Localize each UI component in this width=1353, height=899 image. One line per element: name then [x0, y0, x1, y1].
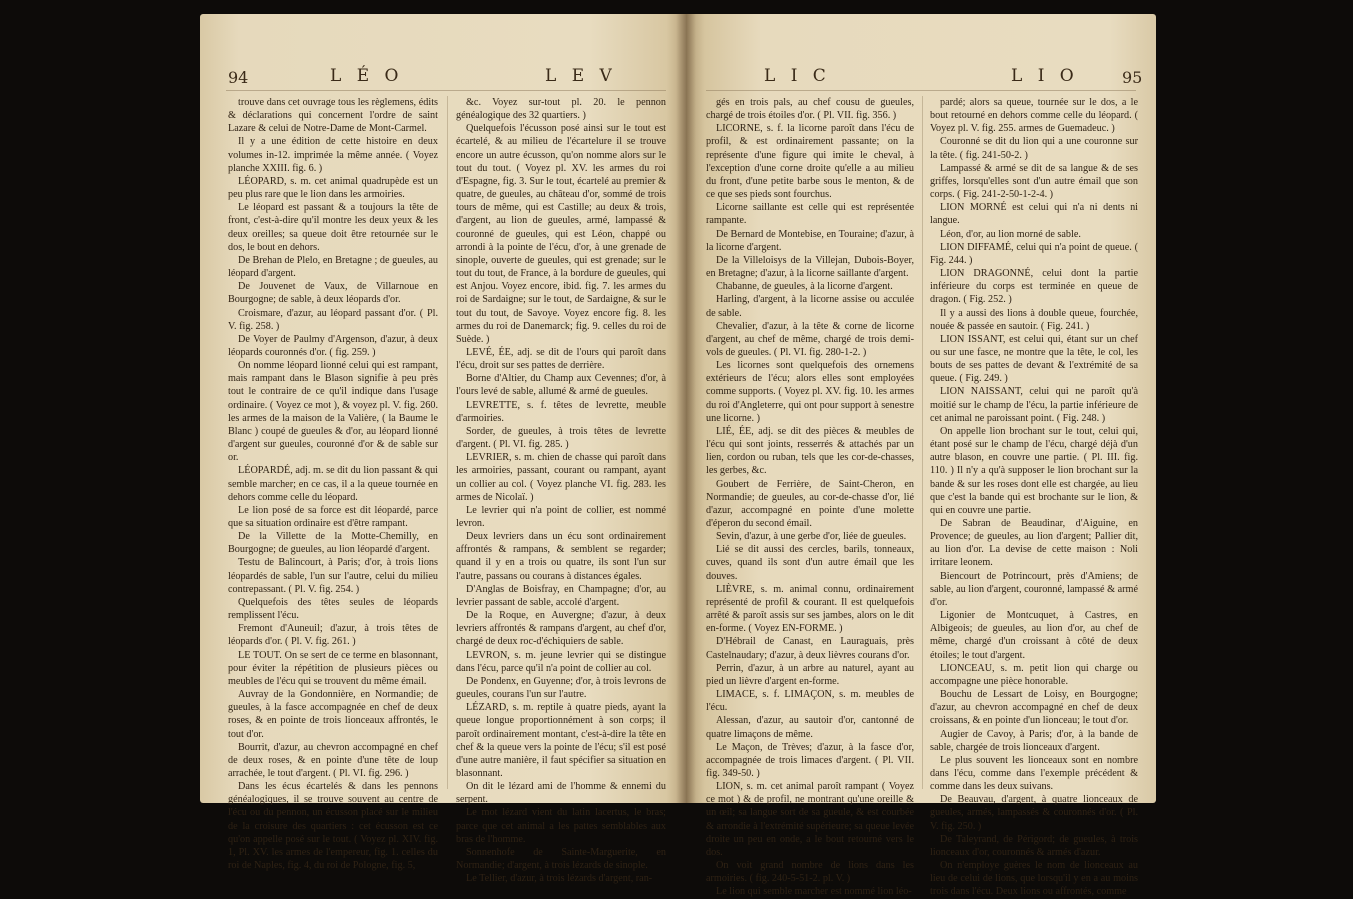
book-gutter — [676, 14, 696, 803]
paragraph: Auvray de la Gondonnière, en Normandie; de gueules, à la fasce accompagnée en chef de deux roses, & en pointe de trois lionceaux affrontés, le tout d'or. — [228, 689, 438, 740]
paragraph: Quelquefois l'écusson posé ainsi sur le tout est écartelé, & au milieu de l'écartelure il se trouve encore un autre écusson, qu'on nomme alors sur le tout du tout. ( Voyez pl. XV. les armes du roi d'Espagne, fig. 3. Sur le tout, écartelé au premier & quatre, de gueules, au château d'or, sommé de trois tours de même, qui est Castille; au deux & trois, d'argent, au lion de gueules, armé, lampassé & couronné de gueules, qui est Léon, chappé ou arrondi à la pointe de l'écu, d'or, à une grenade de sinople, ouverte de gueules, qui est grenade; sur le tout du tout, de France, à la bordure de gueules, qui est Anjou. Voyez encore, ibid. fig. 7. les armes du roi de Sardaigne; sur le tout, de Sardaigne, & sur le tout du tout, de Savoye. Voyez encore fig. 8. les armes du roi de Danemarck; fig. 9. celles du roi de Suède. ) — [456, 123, 666, 345]
paragraph: Quelquefois des têtes seules de léopards remplissent l'écu. — [228, 596, 438, 622]
paragraph: Licorne saillante est celle qui est représentée rampante. — [706, 202, 914, 227]
paragraph: De Beauvau, d'argent, à quatre lionceaux de gueules, armés, lampassés & couronnés d'or. ( Pl. V. fig. 250. ) — [930, 794, 1138, 832]
paragraph: LION DRAGONNÉ, celui dont la partie inférieure du corps est terminée en queue de dragon. ( Fig. 252. ) — [930, 268, 1138, 306]
paragraph: On appelle lion brochant sur le tout, celui qui, étant posé sur le champ de l'écu, chargé déjà d'un autre blason, en couvre une partie. ( Pl. III. fig. 110. ) Il n'y a qu'à supposer le lion brochant sur la bande & sur les roses dont elle est chargée, au lieu que c'est la bande qui est brochante sur le lion, & qui en couvre une partie. — [930, 425, 1138, 516]
paragraph: LIÈVRE, s. m. animal connu, ordinairement représenté de profil & courant. Il est quelquefois arrêté & paroît assis sur ses jambes, alors on le dit en-forme. ( Voyez EN-FORME. ) — [706, 583, 914, 635]
paragraph: Deux levriers dans un écu sont ordinairement affrontés & rampans, & semblent se regarder; quand il y en a trois ou quatre, ils sont l'un sur l'autre, passans ou courans à distances égales. — [456, 531, 666, 582]
right-page-number: 95 — [1122, 68, 1143, 87]
paragraph: Il y a une édition de cette histoire en deux volumes in-12. imprimée la même année. ( Voyez planche XXIII. fig. 6. ) — [228, 136, 438, 174]
left-page — [200, 14, 686, 885]
paragraph: De Sabran de Beaudinar, d'Aiguine, en Provence; de gueules, au lion d'argent; Pallier dit, au lion d'or. La devise de cette maison : Noli irritare leonem. — [930, 518, 1138, 569]
paragraph: LION NAISSANT, celui qui ne paroît qu'à moitié sur le champ de l'écu, la partie inférieure de cet animal ne paroissant point. ( Fig. 248. ) — [930, 386, 1138, 424]
paragraph: Lampassé & armé se dit de sa langue & de ses griffes, lorsqu'elles sont d'un autre émail que son corps. ( Fig. 241-2-50-1-2-4. ) — [930, 162, 1138, 201]
paragraph: De la Villette de la Motte-Chemilly, en Bourgogne; de gueules, au lion léopardé d'argent. — [228, 531, 438, 556]
paragraph: Le lion qui semble marcher est nommé lion léo- — [716, 886, 912, 898]
left-column-rule — [447, 96, 448, 789]
paragraph: De Bernard de Montebise, en Touraine; d'azur, à la licorne d'argent. — [706, 228, 914, 253]
paragraph: LEVRETTE, s. f. têtes de levrette, meuble d'armoiries. — [456, 399, 666, 424]
paragraph: Le Tellier, d'azur, à trois lézards d'argent, ran- — [466, 873, 653, 885]
paragraph: Testu de Balincourt, à Paris; d'or, à trois lions léopardés de sable, l'un sur l'autre, celui du milieu contrepassant. ( Pl. V. fig. 254. ) — [228, 557, 438, 595]
paragraph: On voit grand nombre de lions dans les armoiries. ( fig. 240-5-51-2. pl. V. ) — [706, 860, 914, 885]
left-column-2 — [456, 96, 666, 885]
paragraph: Le levrier qui n'a point de collier, est nommé levron. — [456, 504, 666, 529]
right-column-rule — [922, 96, 923, 789]
right-column-1 — [706, 96, 914, 898]
paragraph: Bouchu de Lessart de Loisy, en Bourgogne; d'azur, au chevron accompagné en chef de deux croissans, & en pointe d'un lionceau; le tout d'or. — [930, 689, 1138, 727]
right-running-head-2: L I O — [1011, 66, 1079, 86]
paragraph: Chevalier, d'azur, à la tête & corne de licorne d'argent, au chef de même, chargé de trois demi-vols de gueules. ( Pl. VI. fig. 280-1-2. ) — [706, 320, 914, 358]
paragraph: De Voyer de Paulmy d'Argenson, d'azur, à deux léopards couronnés d'or. ( fig. 259. ) — [228, 333, 438, 358]
paragraph: LIMACE, s. f. LIMAÇON, s. m. meubles de l'écu. — [706, 689, 914, 714]
paragraph: D'Hébrail de Canast, en Lauraguais, près Castelnaudary; d'azur, à deux lièvres courans d'or. — [706, 636, 914, 661]
right-column-2 — [930, 96, 1138, 898]
paragraph: On n'employe guères le nom de lionceaux au lieu de celui de lions, que lorsqu'il y en a au moins trois dans l'écu. Deux lions ou affrontés, comme — [930, 860, 1138, 898]
paragraph: Goubert de Ferrière, de Saint-Cheron, en Normandie; de gueules, au cor-de-chasse d'or, lié d'azur, accompagné en pointe d'une molette d'éperon du second émail. — [706, 478, 914, 529]
paragraph: Sonnenhofe de Sainte-Marguerite, en Normandie; d'argent, à trois lézards de sinople. — [456, 846, 666, 872]
paragraph: Léon, d'or, au lion morné de sable. — [940, 228, 1081, 240]
paragraph: Ligonier de Montcuquet, à Castres, en Albigeois; de gueules, au lion d'or, au chef de même, chargé d'un croissant à côté de deux étoiles; le tout d'argent. — [930, 610, 1138, 661]
paragraph: LEVRIER, s. m. chien de chasse qui paroît dans les armoiries, passant, courant ou rampant, ayant un collier au col. ( Voyez planche VI. fig. 283. les armes de Nicolaï. ) — [456, 452, 666, 503]
paragraph: LION ISSANT, est celui qui, étant sur un chef ou sur une fasce, ne montre que la tête, le col, les bouts de ses pattes de devant & l'extrémité de sa queue. ( Fig. 249. ) — [930, 333, 1138, 385]
paragraph: Chabanne, de gueules, à la licorne d'argent. — [716, 281, 893, 293]
paragraph: Le Maçon, de Trèves; d'azur, à la fasce d'or, accompagnée de trois limaces d'argent. ( Pl. VII. fig. 349-50. ) — [706, 741, 914, 779]
paragraph: LÉZARD, s. m. reptile à quatre pieds, ayant la queue longue proportionnément à son corps; il paroît ordinairement montant, c'est-à-dire la tête en chef & la queue vers la pointe de l'écu; s'il est posé d'une autre manière, il faut spécifier sa situation en blasonnant. — [456, 702, 666, 779]
paragraph: Augier de Cavoy, à Paris; d'or, à la bande de sable, chargée de trois lionceaux d'argent. — [930, 728, 1138, 753]
paragraph: Il y a aussi des lions à double queue, fourchée, nouée & passée en sautoir. ( Fig. 241. ) — [930, 307, 1138, 332]
right-header-rule — [706, 90, 1136, 91]
paragraph: LIONCEAU, s. m. petit lion qui charge ou accompagne une pièce honorable. — [930, 662, 1138, 687]
paragraph: Sevin, d'azur, à une gerbe d'or, liée de gueules. — [716, 531, 907, 543]
paragraph: LÉOPARD, s. m. cet animal quadrupède est un peu plus rare que le lion dans les armoiries. — [228, 175, 438, 201]
paragraph: Perrin, d'azur, à un arbre au naturel, ayant au pied un lièvre d'argent en-forme. — [706, 662, 914, 687]
paragraph: &c. Voyez sur-tout pl. 20. le pennon généalogique des 32 quartiers. ) — [456, 97, 666, 122]
left-column-1 — [228, 96, 438, 872]
paragraph: LION DIFFAMÉ, celui qui n'a point de queue. ( Fig. 244. ) — [930, 241, 1138, 266]
paragraph: De Taleyrand, de Périgord; de gueules, à trois lionceaux d'or, couronnés & armés d'azur. — [930, 833, 1138, 858]
paragraph: Le lion posé de sa force est dit léopardé, parce que sa situation ordinaire est d'être rampant. — [228, 504, 438, 529]
paragraph: Biencourt de Potrincourt, près d'Amiens; de sable, au lion d'argent, couronné, lampassé & armé d'or. — [930, 570, 1138, 608]
left-running-head-2: L E V — [545, 66, 617, 86]
paragraph: Dans les écus écartelés & dans les pennons généalogiques, il se trouve souvent au centre de l'écu ou du pennon, un écusson placé sur le milieu de la croisure des quartiers : cet écusson est ce qu'on appelle posé sur le tout. ( Voyez pl. XIV. fig. 1, Pl. XV. les armes de l'empereur, fig. 1. celles du roi de Naples, fig. 4, du roi de Pologne, fig. 5, — [228, 781, 438, 872]
paragraph: Bourrit, d'azur, au chevron accompagné en chef de deux roses, & en pointe d'une tête de loup arrachée, le tout d'argent. ( Pl. VI. fig. 296. ) — [228, 741, 438, 779]
paragraph: De la Roque, en Auvergne; d'azur, à deux levriers affrontés & rampans d'argent, au chef d'or, chargé de deux roc-d'échiquiers de sable. — [456, 610, 666, 648]
paragraph: Fremont d'Auneuil; d'azur, à trois têtes de léopards d'or. ( Pl. V. fig. 261. ) — [228, 623, 438, 648]
paragraph: Sorder, de gueules, à trois têtes de levrette d'argent. ( Pl. VI. fig. 285. ) — [456, 425, 666, 451]
paragraph: On dit le lézard ami de l'homme & ennemi du serpent. — [456, 781, 666, 806]
paragraph: Couronné se dit du lion qui a une couronne sur la tête. ( fig. 241-50-2. ) — [930, 136, 1138, 161]
paragraph: LEVÉ, ÉE, adj. se dit de l'ours qui paroît dans l'écu, droit sur ses pattes de derrière. — [456, 346, 666, 372]
paragraph: LICORNE, s. f. la licorne paroît dans l'écu de profil, & est ordinairement passante; on la représente d'une figure qui imite le cheval, à l'exception d'une corne droite qu'elle a au milieu du front, d'une petite barbe sous le menton, & de ce que ses pieds sont fourchus. — [706, 123, 914, 201]
right-page — [686, 14, 1156, 898]
paragraph: Borne d'Altier, du Champ aux Cevennes; d'or, à l'ours levé de sable, allumé & armé de gueules. — [456, 373, 666, 398]
paragraph: On nomme léopard lionné celui qui est rampant, mais rampant dans le Blason signifie à peu près tout le contraire de ce qu'il indique dans l'usage ordinaire. ( Voyez ce mot ), & voyez pl. V. fig. 260. les armes de la maison de la Valière, ( la Baume le Blanc ) coupé de gueules & d'or, au léopard lionné d'argent sur gueules, couronné d'or & de sable sur or. — [228, 360, 438, 464]
paragraph: Les licornes sont quelquefois des ornemens extérieurs de l'écu; alors elles sont employées comme supports. ( Voyez pl. XV. fig. 10. les armes du roi d'Angleterre, qui ont pour support à senestre une licorne. ) — [706, 360, 914, 424]
paragraph: LION MORNÉ est celui qui n'a ni dents ni langue. — [930, 202, 1138, 227]
paragraph: Alessan, d'azur, au sautoir d'or, cantonné de quatre limaçons de même. — [706, 715, 914, 740]
left-running-head-1: L É O — [330, 66, 404, 86]
paragraph: gés en trois pals, au chef cousu de gueules, chargé de trois étoiles d'or. ( Pl. VII. fig. 356. ) — [706, 97, 914, 122]
left-header-rule — [226, 90, 666, 91]
paragraph: LE TOUT. On se sert de ce terme en blasonnant, pour éviter la répétition de plusieurs pièces ou meubles de l'écu qui se trouvent du même émail. — [228, 649, 438, 687]
paragraph: LION, s. m. cet animal paroît rampant ( Voyez ce mot ) & de profil, ne montrant qu'une oreille & un œil; sa langue sort de sa gueule, & est courbée & arrondie à l'extrémité supérieure; sa queue levée droite un peu en onde, a le bout retourné vers le dos. — [706, 781, 914, 858]
paragraph: LIÉ, ÉE, adj. se dit des pièces & meubles de l'écu qui sont joints, resserrés & attachés par un lien, cordon ou ruban, tels que les cor-de-chasses, les gerbes, &c. — [706, 425, 914, 477]
paragraph: De Brehan de Plelo, en Bretagne ; de gueules, au léopard d'argent. — [228, 254, 438, 280]
paragraph: Harling, d'argent, à la licorne assise ou acculée de sable. — [706, 294, 914, 319]
paragraph: Le léopard est passant & a toujours la tête de front, c'est-à-dire qu'il montre les deux yeux & les deux oreilles; sa queue doit être retournée sur le dos, le bout en dehors. — [228, 202, 438, 253]
paragraph: De Pondenx, en Guyenne; d'or, à trois levrons de gueules, courans l'un sur l'autre. — [456, 675, 666, 701]
paragraph: trouve dans cet ouvrage tous les règlemens, édits & déclarations qui concernent l'ordre de saint Lazare & celui de Notre-Dame de Mont-Carmel. — [228, 97, 438, 135]
left-page-number: 94 — [228, 68, 249, 87]
paragraph: De Jouvenet de Vaux, de Villarnoue en Bourgogne; de sable, à deux léopards d'or. — [228, 281, 438, 306]
right-running-head-1: L I C — [764, 66, 831, 86]
paragraph: Lié se dit aussi des cercles, barils, tonneaux, cuves, quand ils sont d'un autre émail que les douves. — [706, 544, 914, 582]
paragraph: LEVRON, s. m. jeune levrier qui se distingue dans l'écu, parce qu'il n'a point de collier au col. — [456, 649, 666, 674]
paragraph: Le mot lézard vient du latin lacertus, le bras; parce que cet animal a les pattes semblables aux bras de l'homme. — [456, 807, 666, 845]
paragraph: Croismare, d'azur, au léopard passant d'or. ( Pl. V. fig. 258. ) — [228, 307, 438, 332]
paragraph: pardé; alors sa queue, tournée sur le dos, a le bout retourné en dehors comme celle du léopard. ( Voyez pl. V. fig. 255. armes de Guemadeuc. ) — [930, 97, 1138, 135]
paragraph: Le plus souvent les lionceaux sont en nombre dans l'écu, comme dans l'exemple précédent & comme dans les deux suivans. — [930, 754, 1138, 793]
paragraph: De la Villeloisys de la Villejan, Dubois-Boyer, en Bretagne; d'azur, à la licorne saillante d'argent. — [706, 254, 914, 280]
paragraph: LÉOPARDÉ, adj. m. se dit du lion passant & qui semble marcher; en ce cas, il a la queue tournée en dehors comme celle du léopard. — [228, 465, 438, 503]
paragraph: D'Anglas de Boisfray, en Champagne; d'or, au levrier passant de sable, accolé d'argent. — [456, 583, 666, 608]
